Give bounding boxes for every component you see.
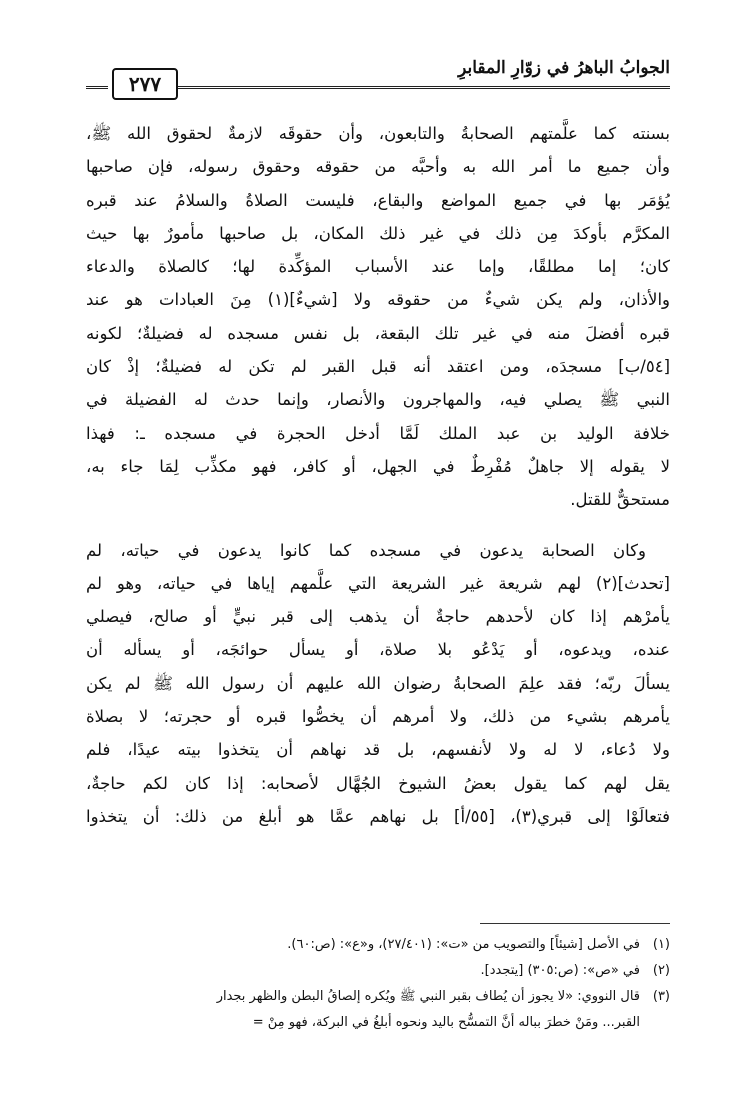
text-line: يُؤمَر بها في جميع المواضع والبقاع، فليست الصلاةُ والسلامُ عند قبره: [86, 190, 670, 210]
footnote-text: في الأصل [شيئاً] والتصويب من «ت»: (٢٧/٤٠١)، و«ع»: (ص:٦٠).: [287, 937, 640, 952]
text-line: كان؛ إما مطلقًا، وإما عند الأسباب المؤكِّدة لها؛ كالصلاة والدعاء: [86, 257, 670, 277]
footnote-separator: [480, 923, 670, 924]
running-title: الجوابُ الباهرُ في زوّارِ المقابرِ: [458, 58, 670, 78]
text-line: يقل لهم كما يقول بعضُ الشيوخ الجُهَّال لأصحابه: إذا كان لكم حاجةٌ،: [86, 773, 670, 793]
footnotes: [64, 932, 670, 1036]
paragraph-2: [86, 534, 670, 834]
text-line: قبره أفضلَ منه في غير تلك البقعة، بل نفس مسجده له فضيلةٌ؛ لكونه: [86, 323, 670, 343]
header-rule-segment: [178, 86, 198, 89]
text-line: عنده، ويدعوه، أو يَدْعُو بلا صلاة، أو يسأل حوائجَه، أو يسأله أن: [86, 640, 670, 660]
text-line: وكان الصحابة يدعون في مسجده كما كانوا يدعون في حياته، لم: [86, 540, 646, 560]
paragraph-gap: [86, 517, 670, 534]
footnote-continuation: [64, 1010, 670, 1036]
footnote-number: (٢): [652, 963, 670, 978]
text-line: يأمرهم بشيء من ذلك، ولا أمرهم أن يخصُّوا قبره أو حجرته؛ لا بصلاة: [86, 707, 670, 727]
header-rule: [198, 86, 670, 89]
text-line: ولا دُعاء، لا له ولا لأنفسهم، بل قد نهاهم أن يتخذوا بيته عيدًا، فلم: [86, 740, 670, 760]
text-line: لا يقوله إلا جاهلٌ مُفْرِطٌ في الجهل، أو كافر، فهو مكذِّب لِمَا جاء به،: [86, 456, 670, 476]
text-line: بسنته كما علَّمتهم الصحابةُ والتابعون، وأن حقوقَه لازمةٌ لحقوق الله ﷺ،: [86, 124, 670, 143]
text-line: النبي ﷺ يصلي فيه، والمهاجرون والأنصار، وإنما حدث له الفضيلة في: [86, 390, 670, 410]
page-number: ٢٧٧: [112, 68, 178, 100]
text-line: المكرَّم بأوكدَ مِن ذلك في غير ذلك المكان، بل صاحبها مأمورٌ بها حيث: [86, 223, 670, 243]
main-text: [86, 117, 670, 833]
text-line: [تحدث](٢) لهم شريعة غير الشريعة التي علَّمهم إياها في حياته، وهو لم: [86, 573, 670, 593]
footnote-number: (١): [652, 937, 670, 952]
text-line: مستحقٌّ للقتل.: [570, 490, 670, 510]
text-line: وأن جميع ما أمر الله به وأحبَّه من حقوقه وحقوق رسوله، فإن صاحبها: [86, 157, 670, 177]
header-rule-segment: [86, 86, 108, 89]
text-line: فتعالَوْا إلى قبري(٣)، [٥٥/أ] بل نهاهم عمَّا هو أبلغ من ذلك: أن يتخذوا: [86, 806, 670, 826]
footnote: [64, 958, 670, 984]
text-line: يسألَ ربّه؛ فقد علِمَ الصحابةُ رضوان الله عليهم أن رسول الله ﷺ لم يكن: [86, 673, 670, 693]
paragraph-1: [86, 117, 670, 517]
footnote: [64, 932, 670, 958]
footnote-number: (٣): [652, 989, 670, 1004]
text-line: والأذان، ولم يكن شيءٌ من حقوقه ولا [شيءٌ](١) مِنَ العبادات هو عند: [86, 290, 670, 310]
footnote-text: في «ص»: (ص:٣٠٥) [يتجدد].: [480, 963, 640, 978]
footnote-text: القبر... ومَنْ خطرَ بباله أنَّ التمسُّح باليد ونحوه أبلغُ في البركة، فهو مِنْ =: [252, 1015, 640, 1030]
text-line: [٥٤/ب] مسجدَه، ومن اعتقد أنه قبل القبر لم تكن له فضيلةٌ؛ إذْ كان: [86, 357, 670, 377]
footnote: [64, 984, 670, 1010]
footnote-text: قال النووي: «لا يجوز أن يُطاف بقبر النبي ﷺ ويُكره إلصاقُ البطن والظهر بجدار: [216, 989, 640, 1004]
text-line: يأمرْهم إذا كان لأحدهم حاجةٌ أن يذهب إلى قبر نبيٍّ أو صالح، فيصلي: [86, 607, 670, 627]
text-line: خلافة الوليد بن عبد الملك لَمَّا أدخل الحجرة في مسجده ـ: فهذا: [86, 423, 670, 443]
page-header: [86, 58, 670, 102]
